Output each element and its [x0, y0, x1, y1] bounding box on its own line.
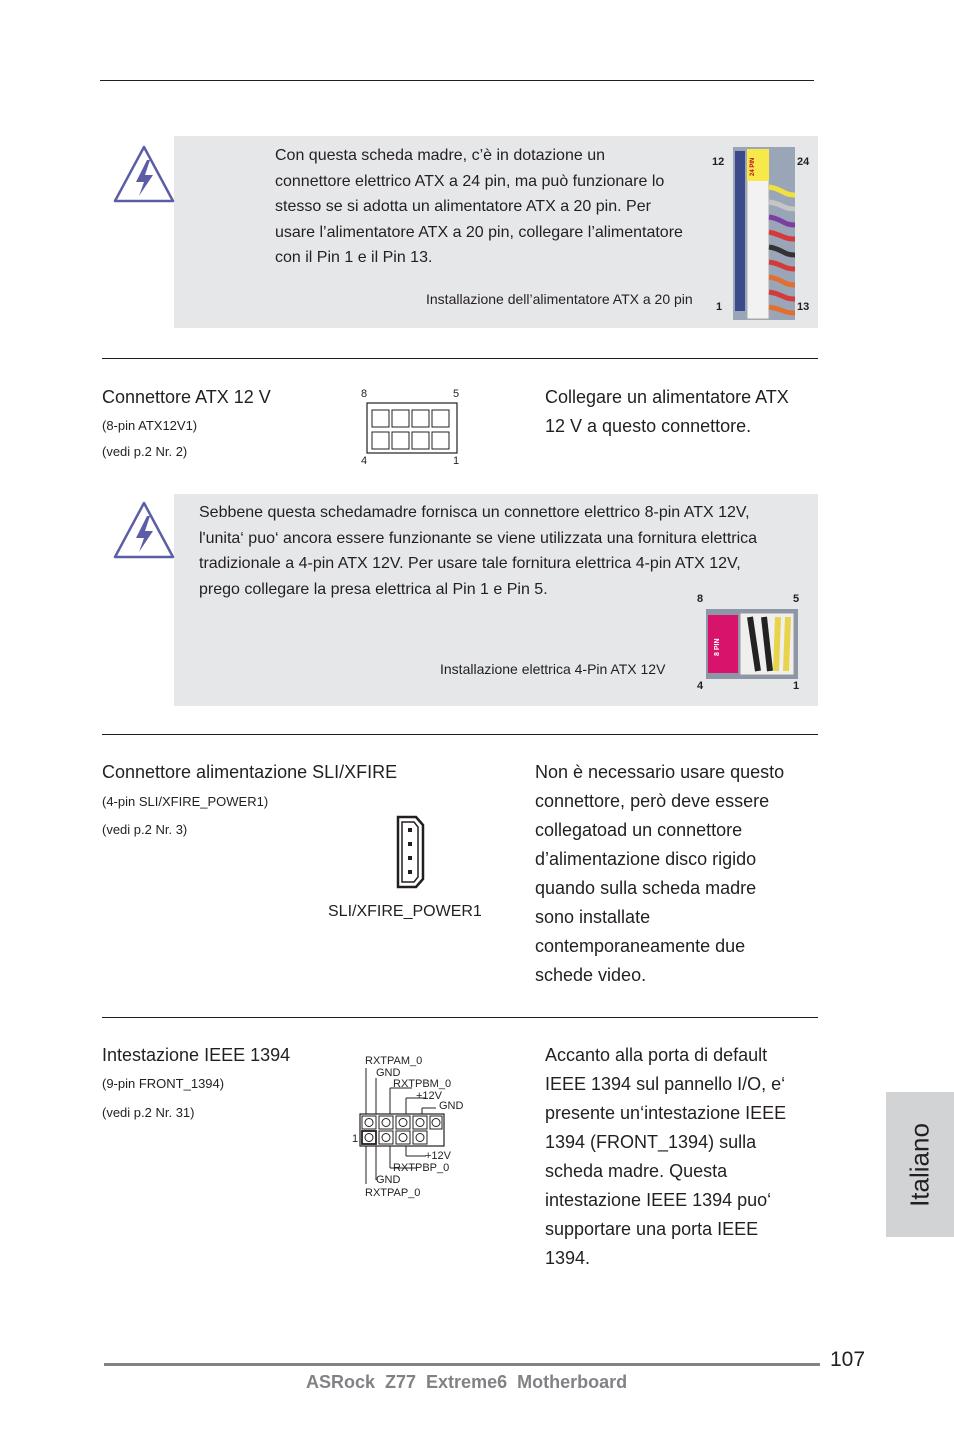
- sli-desc-line: connettore, però deve essere: [535, 791, 770, 811]
- warning2-line: tradizionale a 4-pin ATX 12V. Per usare tale fornitura elettrica 4-pin ATX 12V,: [199, 555, 741, 572]
- warning1-line: con il Pin 1 e il Pin 13.: [275, 249, 433, 266]
- ieee-label-rxtpam: RXTPAM_0: [365, 1055, 423, 1067]
- ieee-desc-line: 1394.: [545, 1248, 591, 1268]
- ieee-label-gnd: GND: [376, 1067, 401, 1079]
- atx12v-title: Connettore ATX 12 V: [102, 387, 271, 407]
- ieee-desc-line: scheda madre. Questa: [545, 1161, 728, 1181]
- ieee-label-rxtpap: RXTPAP_0: [365, 1187, 421, 1199]
- pin-label: 1: [716, 301, 723, 313]
- warning-icon: [112, 144, 176, 204]
- ieee-desc-line: presente un‘intestazione IEEE: [545, 1103, 787, 1123]
- atx12v-desc-line: Collegare un alimentatore ATX: [545, 387, 789, 407]
- footer-rule: [104, 1363, 820, 1366]
- ieee-description: [545, 1041, 786, 1273]
- footer-title: ASRock Z77 Extreme6 Motherboard: [306, 1372, 628, 1392]
- sli-diagram-label: SLI/XFIRE_POWER1: [328, 903, 482, 920]
- pin-label: 5: [453, 388, 460, 400]
- atx12v-sub2: (vedi p.2 Nr. 2): [102, 444, 188, 459]
- sli-desc-line: schede video.: [535, 965, 647, 985]
- sli-desc-line: d’alimentazione disco rigido: [535, 849, 757, 869]
- ieee-desc-line: supportare una porta IEEE: [545, 1219, 759, 1239]
- warning2-text: [199, 500, 811, 602]
- warning1-line: usare l’alimentatore ATX a 20 pin, collegare l’alimentatore: [275, 223, 683, 241]
- ieee-label-gnd: GND: [376, 1174, 401, 1186]
- ieee-sub1: (9-pin FRONT_1394): [102, 1076, 225, 1091]
- sli-desc-line: contemporaneamente due: [535, 936, 746, 956]
- language-tab-label: Italiano: [904, 1122, 935, 1207]
- warning2-line: Sebbene questa schedamadre fornisca un connettore elettrico 8-pin ATX 12V,: [199, 504, 750, 521]
- warning1-line: Con questa scheda madre, c’è in dotazione un: [275, 147, 605, 164]
- warning2-line: l'unita‘ puo‘ ancora essere funzionante se viene utilizzata una fornitura elettrica: [199, 529, 758, 547]
- atx-24pin-photo: [733, 147, 795, 320]
- sli-connector-diagram: [396, 815, 426, 889]
- section-rule: [102, 358, 818, 359]
- atx12v-desc-line: 12 V a questo connettore.: [545, 416, 752, 436]
- sli-desc-line: quando sulla scheda madre: [535, 878, 757, 898]
- ieee-label-12v: +12V: [416, 1090, 442, 1102]
- language-tab: [886, 1092, 954, 1237]
- sli-sub1: (4-pin SLI/XFIRE_POWER1): [102, 794, 269, 809]
- ieee-desc-line: IEEE 1394 sul pannello I/O, e‘: [545, 1074, 786, 1094]
- pin-label: 8: [361, 388, 368, 400]
- pin-label: 13: [797, 301, 810, 313]
- ieee-desc-line: Accanto alla porta di default: [545, 1045, 768, 1065]
- pin-label: 1: [453, 455, 460, 467]
- ieee-label-rxtpbp: RXTPBP_0: [393, 1162, 450, 1174]
- ieee-desc-line: intestazione IEEE 1394 puo‘: [545, 1190, 772, 1210]
- pin-label: 5: [793, 593, 800, 605]
- sli-title: Connettore alimentazione SLI/XFIRE: [102, 762, 398, 782]
- pin-label: 12: [712, 156, 725, 168]
- atx-8pin-photo-label: 8 PIN: [714, 638, 721, 656]
- ieee-label-gnd: GND: [439, 1100, 464, 1112]
- warning1-text: [275, 143, 715, 271]
- warning2-caption: Installazione elettrica 4-Pin ATX 12V: [440, 661, 666, 677]
- sli-desc-line: sono installate: [535, 907, 651, 927]
- pin-label: 8: [697, 593, 704, 605]
- warning1-caption: Installazione dell’alimentatore ATX a 20 pin: [426, 291, 693, 307]
- atx12v-connector-diagram: [366, 402, 458, 454]
- atx12v-description: [545, 383, 789, 441]
- section-rule: [102, 734, 818, 735]
- atx12v-sub1: (8-pin ATX12V1): [102, 418, 198, 433]
- sli-desc-line: collegatoad un connettore: [535, 820, 743, 840]
- sli-desc-line: Non è necessario usare questo: [535, 762, 785, 782]
- pin-label: 4: [361, 455, 368, 467]
- warning1-line: stesso se si adotta un alimentatore ATX a 20 pin. Per: [275, 198, 651, 215]
- ieee-label-rxtpbm: RXTPBM_0: [393, 1078, 452, 1090]
- sli-description: [535, 758, 784, 990]
- ieee-label-pin1: 1: [352, 1133, 359, 1145]
- pin-label: 24: [797, 156, 810, 168]
- pin-label: 4: [697, 680, 704, 692]
- warning2-line: prego collegare la presa elettrica al Pin 1 e Pin 5.: [199, 580, 548, 598]
- ieee-sub2: (vedi p.2 Nr. 31): [102, 1105, 195, 1120]
- warning-icon: [112, 500, 176, 560]
- ieee-label-12v: +12V: [425, 1150, 451, 1162]
- ieee-title: Intestazione IEEE 1394: [102, 1045, 291, 1065]
- ieee-desc-line: 1394 (FRONT_1394) sulla: [545, 1132, 757, 1152]
- sli-sub2: (vedi p.2 Nr. 3): [102, 822, 188, 837]
- atx-24pin-photo-label: 24 PIN: [750, 157, 756, 176]
- warning1-line: connettore elettrico ATX a 24 pin, ma può funzionare lo: [275, 172, 665, 190]
- section-rule: [102, 1017, 818, 1018]
- top-rule: [100, 80, 814, 81]
- page-number: 107: [830, 1348, 866, 1371]
- pin-label: 1: [793, 680, 800, 692]
